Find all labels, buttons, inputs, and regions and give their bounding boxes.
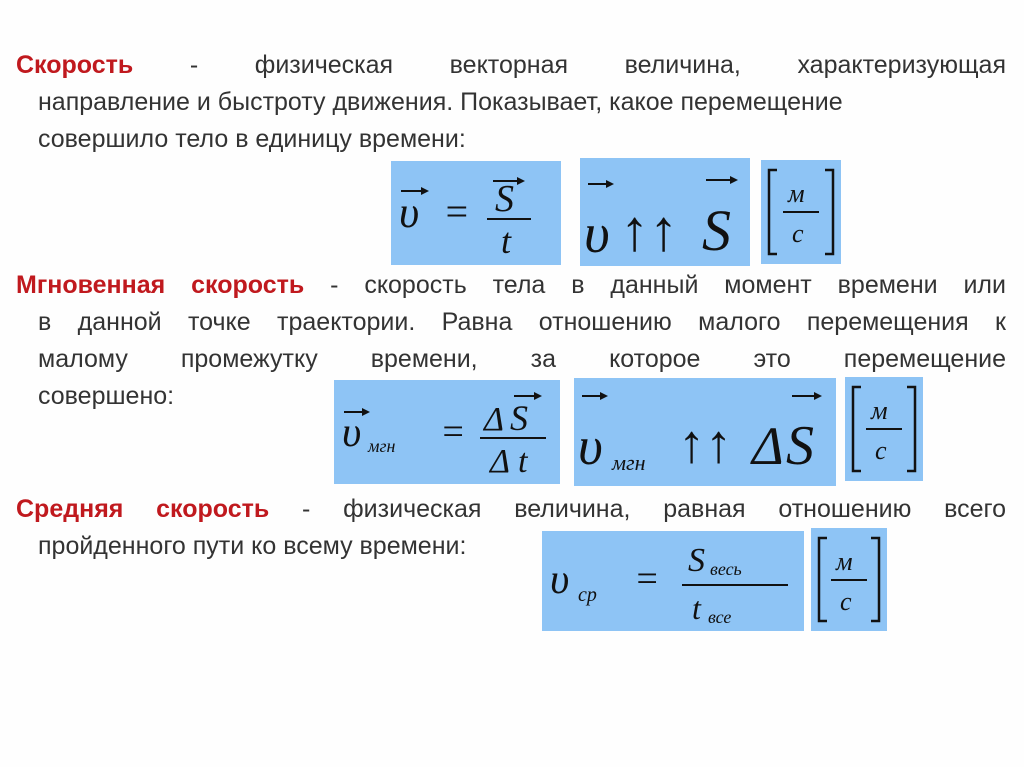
unit-graphic [761,160,841,264]
subscript-time: все [708,607,732,627]
symbol-s: S [786,415,814,477]
symbol-equals: = [634,558,660,600]
formula-codirectional [580,158,750,266]
definition-velocity [16,47,1006,158]
formula-graphic [334,380,560,484]
text-line: - скорость тела в данный момент времени или [304,271,1006,299]
text-line: совершило тело в единицу времени: [38,125,466,153]
text-line: в данной точке траектории. Равна отношению малого перемещения к [38,308,1006,336]
formula-graphic [580,158,750,266]
symbol-v: υ [550,557,570,603]
symbol-equals: = [440,411,466,453]
symbol-delta: Δ [490,443,510,480]
text-line: направление и быстроту движения. Показывает, какое перемещение [38,88,843,116]
symbol-s: S [702,198,731,263]
unit-box [761,160,841,264]
symbol-codirectional: ↑↑ [678,414,732,474]
symbol-v: υ [342,410,362,456]
term-instant-velocity: Мгновенная скорость [16,271,305,299]
formula-velocity-definition [391,161,561,265]
formula-graphic [391,161,561,265]
symbol-s: S [495,178,514,220]
text-line: малому промежутку времени, за которое это перемещение [38,345,1006,373]
unit-graphic [845,377,923,481]
symbol-v: υ [584,203,610,265]
unit-meter: м [871,396,888,425]
unit-meter: м [788,179,805,208]
unit-second: с [792,219,804,248]
symbol-equals: = [443,189,470,234]
subscript-average: ср [578,584,597,606]
formula-instant-velocity [334,380,560,484]
subscript-instant: мгн [612,450,646,475]
symbol-codirectional: ↑↑ [620,198,678,263]
subscript-path: весь [710,559,742,579]
text-line: - физическая величина, равная отношению всего [269,495,1006,523]
formula-instant-codirectional [574,378,836,486]
unit-box [811,528,887,631]
unit-graphic [811,528,887,631]
unit-second: с [875,436,887,465]
term-average-velocity: Средняя скорость [16,495,270,523]
text-line: пройденного пути ко всему времени: [38,532,467,560]
unit-meter: м [836,547,853,576]
symbol-s: S [510,398,528,438]
symbol-delta: Δ [752,416,784,476]
text-line: - физическая векторная величина, характеризующая [133,51,1006,79]
subscript-instant: мгн [368,436,396,456]
formula-graphic [574,378,836,486]
unit-second: с [840,587,852,616]
symbol-t: t [518,443,528,480]
symbol-t: t [501,221,512,261]
unit-box [845,377,923,481]
symbol-v: υ [399,188,420,237]
symbol-v: υ [578,416,603,476]
symbol-delta: Δ [484,401,504,438]
formula-graphic [542,531,804,631]
term-velocity: Скорость [16,51,134,79]
text-line: совершено: [38,382,175,410]
symbol-t: t [692,590,701,626]
symbol-s: S [688,542,705,579]
formula-average-velocity [542,531,804,631]
